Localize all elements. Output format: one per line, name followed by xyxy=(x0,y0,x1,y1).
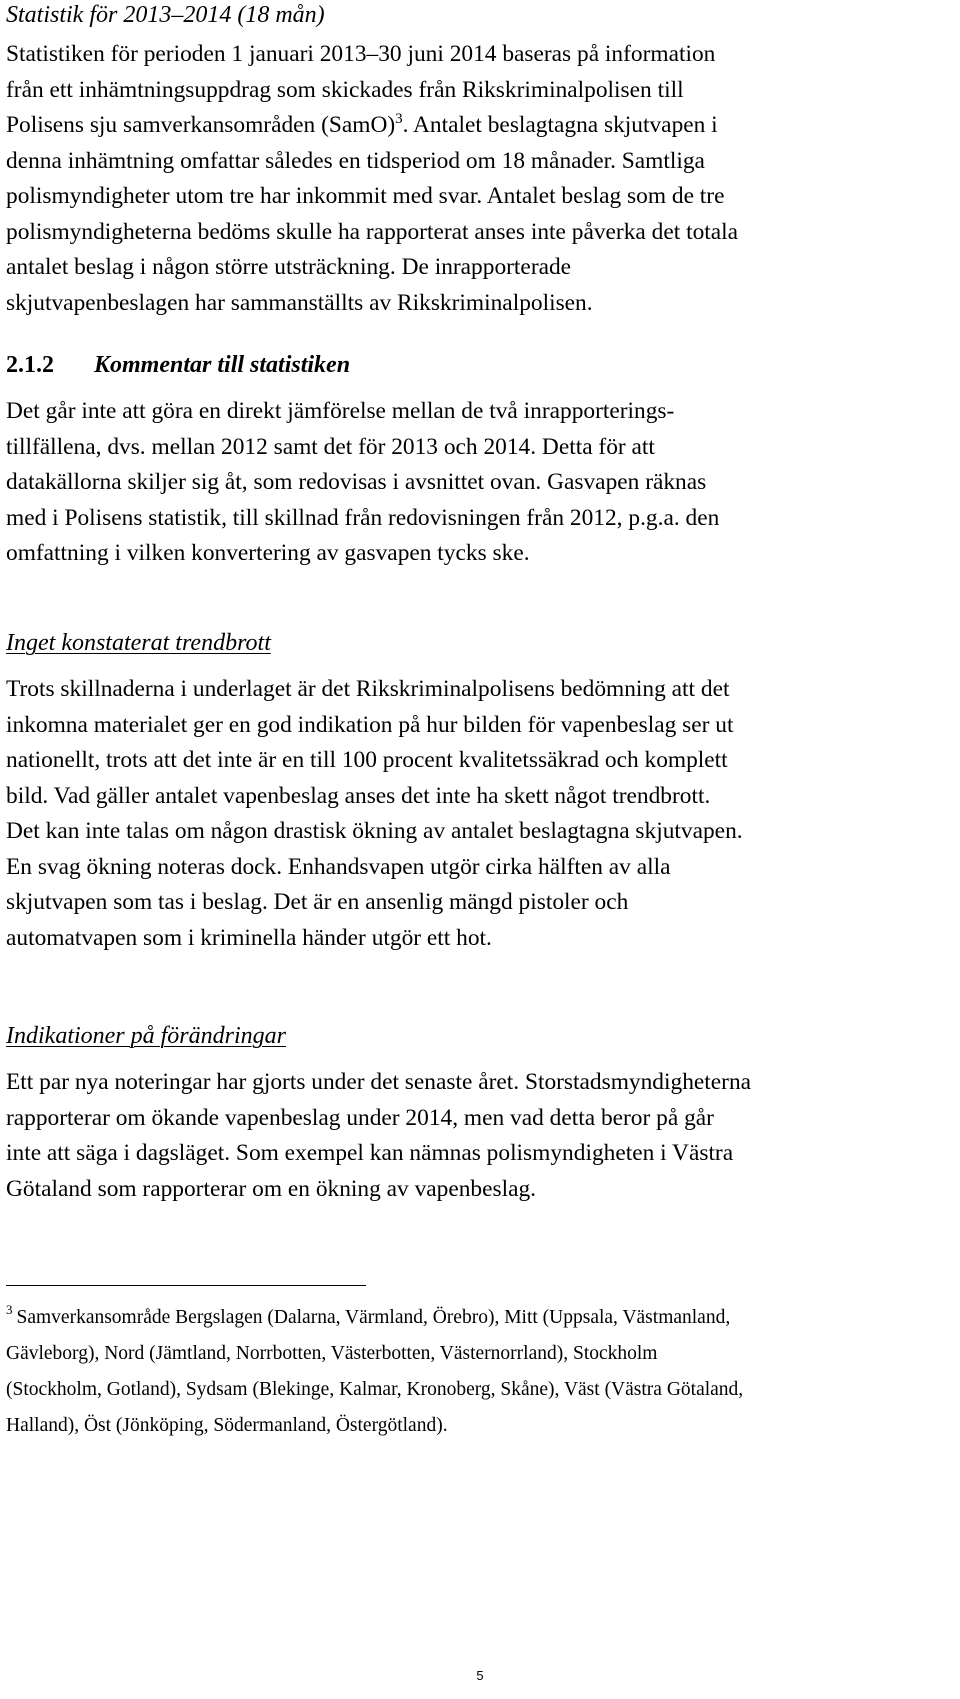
paragraph-line: med i Polisens statistik, till skillnad från redovisningen från 2012, p.g.a. den xyxy=(6,504,720,531)
paragraph-trendbrott xyxy=(6,672,954,956)
paragraph-kommentar xyxy=(6,394,954,572)
paragraph-line: nationellt, trots att det inte är en till 100 procent kvalitetssäkrad och komplett xyxy=(6,747,728,773)
paragraph-line: skjutvapenbeslagen har sammanställts av Rikskriminalpolisen. xyxy=(6,289,593,316)
paragraph-line: polismyndigheter utom tre har inkommit med svar. Antalet beslag som de tre xyxy=(6,183,725,209)
footnote-block xyxy=(6,1300,954,1444)
paragraph-line: Götaland som rapporterar om en ökning av vapenbeslag. xyxy=(6,1175,537,1202)
section-heading: Indikationer på förändringar xyxy=(6,1023,286,1049)
paragraph-line: Trots skillnaderna i underlaget är det Rikskriminalpolisens bedömning att det xyxy=(6,676,730,702)
section-heading: Statistik för 2013–2014 (18 mån) xyxy=(6,2,325,28)
paragraph-body xyxy=(6,672,954,956)
paragraph-line: En svag ökning noteras dock. Enhandsvapen utgör cirka hälften av alla xyxy=(6,853,671,880)
footnote-line xyxy=(6,1300,954,1336)
paragraph-line: polismyndigheterna bedöms skulle ha rapporterat anses inte påverka det totala xyxy=(6,218,739,245)
paragraph-statistik xyxy=(6,37,954,321)
footnote-line: Gävleborg), Nord (Jämtland, Norrbotten, Västerbotten, Västernorrland), Stockholm xyxy=(6,1343,658,1364)
paragraph-line: inkomna materialet ger en god indikation på hur bilden för vapenbeslag ser ut xyxy=(6,711,734,738)
paragraph-body xyxy=(6,394,954,572)
paragraph-line-start: Polisens sju samverkansområden (SamO) xyxy=(6,112,396,138)
paragraph-line: från ett inhämtningsuppdrag som skickades från Rikskriminalpolisen till xyxy=(6,76,684,103)
paragraph-line: Det kan inte talas om någon drastisk ökning av antalet beslagtagna skjutvapen. xyxy=(6,818,743,844)
section-heading xyxy=(6,350,954,380)
section-kommentar xyxy=(6,350,954,380)
page-number: 5 xyxy=(476,1668,484,1683)
paragraph-line: Ett par nya noteringar har gjorts under det senaste året. Storstadsmyndigheterna xyxy=(6,1069,752,1095)
section-statistik-2013-2014 xyxy=(6,0,954,30)
paragraph-line: rapporterar om ökande vapenbeslag under 2014, men vad detta beror på går xyxy=(6,1104,714,1131)
paragraph-body xyxy=(6,37,954,321)
footnote-line-text: Samverkansområde Bergslagen (Dalarna, Värmland, Örebro), Mitt (Uppsala, Västmanland, xyxy=(16,1307,731,1328)
section-indikationer xyxy=(6,1021,954,1051)
paragraph-line: bild. Vad gäller antalet vapenbeslag anses det inte ha skett något trendbrott. xyxy=(6,782,711,809)
footnote-line: (Stockholm, Gotland), Sydsam (Blekinge, Kalmar, Kronoberg, Skåne), Väst (Västra Götaland, xyxy=(6,1379,744,1400)
paragraph-line: skjutvapen som tas i beslag. Det är en ansenlig mängd pistoler och xyxy=(6,889,629,915)
paragraph-line: antalet beslag i någon större utsträckning. De inrapporterade xyxy=(6,254,572,280)
paragraph-line-end: . Antalet beslagtagna skjutvapen i xyxy=(402,112,718,138)
section-heading: Inget konstaterat trendbrott xyxy=(6,630,271,656)
paragraph-line: Det går inte att göra en direkt jämförelse mellan de två inrapporterings- xyxy=(6,398,675,424)
paragraph-body xyxy=(6,1065,954,1207)
paragraph-indikationer xyxy=(6,1065,954,1207)
paragraph-line xyxy=(6,108,954,144)
footnote-mark: 3 xyxy=(6,1302,13,1317)
paragraph-line: Statistiken för perioden 1 januari 2013–30 juni 2014 baseras på information xyxy=(6,41,716,67)
paragraph-line: denna inhämtning omfattar således en tidsperiod om 18 månader. Samtliga xyxy=(6,147,705,174)
paragraph-line: tillfällena, dvs. mellan 2012 samt det för 2013 och 2014. Detta för att xyxy=(6,433,655,460)
section-trendbrott xyxy=(6,628,954,658)
footnote-separator xyxy=(6,1285,366,1286)
paragraph-line: datakällorna skiljer sig åt, som redovisas i avsnittet ovan. Gasvapen räknas xyxy=(6,469,707,495)
section-title: Kommentar till statistiken xyxy=(94,352,351,378)
section-number: 2.1.2 xyxy=(6,352,54,378)
footnote-text xyxy=(6,1300,954,1444)
footnote-reference[interactable]: 3 xyxy=(395,111,403,127)
footnote-line: Halland), Öst (Jönköping, Södermanland, Östergötland). xyxy=(6,1415,448,1436)
paragraph-line: inte att säga i dagsläget. Som exempel kan nämnas polismyndigheten i Västra xyxy=(6,1140,734,1166)
paragraph-line: omfattning i vilken konvertering av gasvapen tycks ske. xyxy=(6,540,530,566)
paragraph-line: automatvapen som i kriminella händer utgör ett hot. xyxy=(6,924,492,951)
